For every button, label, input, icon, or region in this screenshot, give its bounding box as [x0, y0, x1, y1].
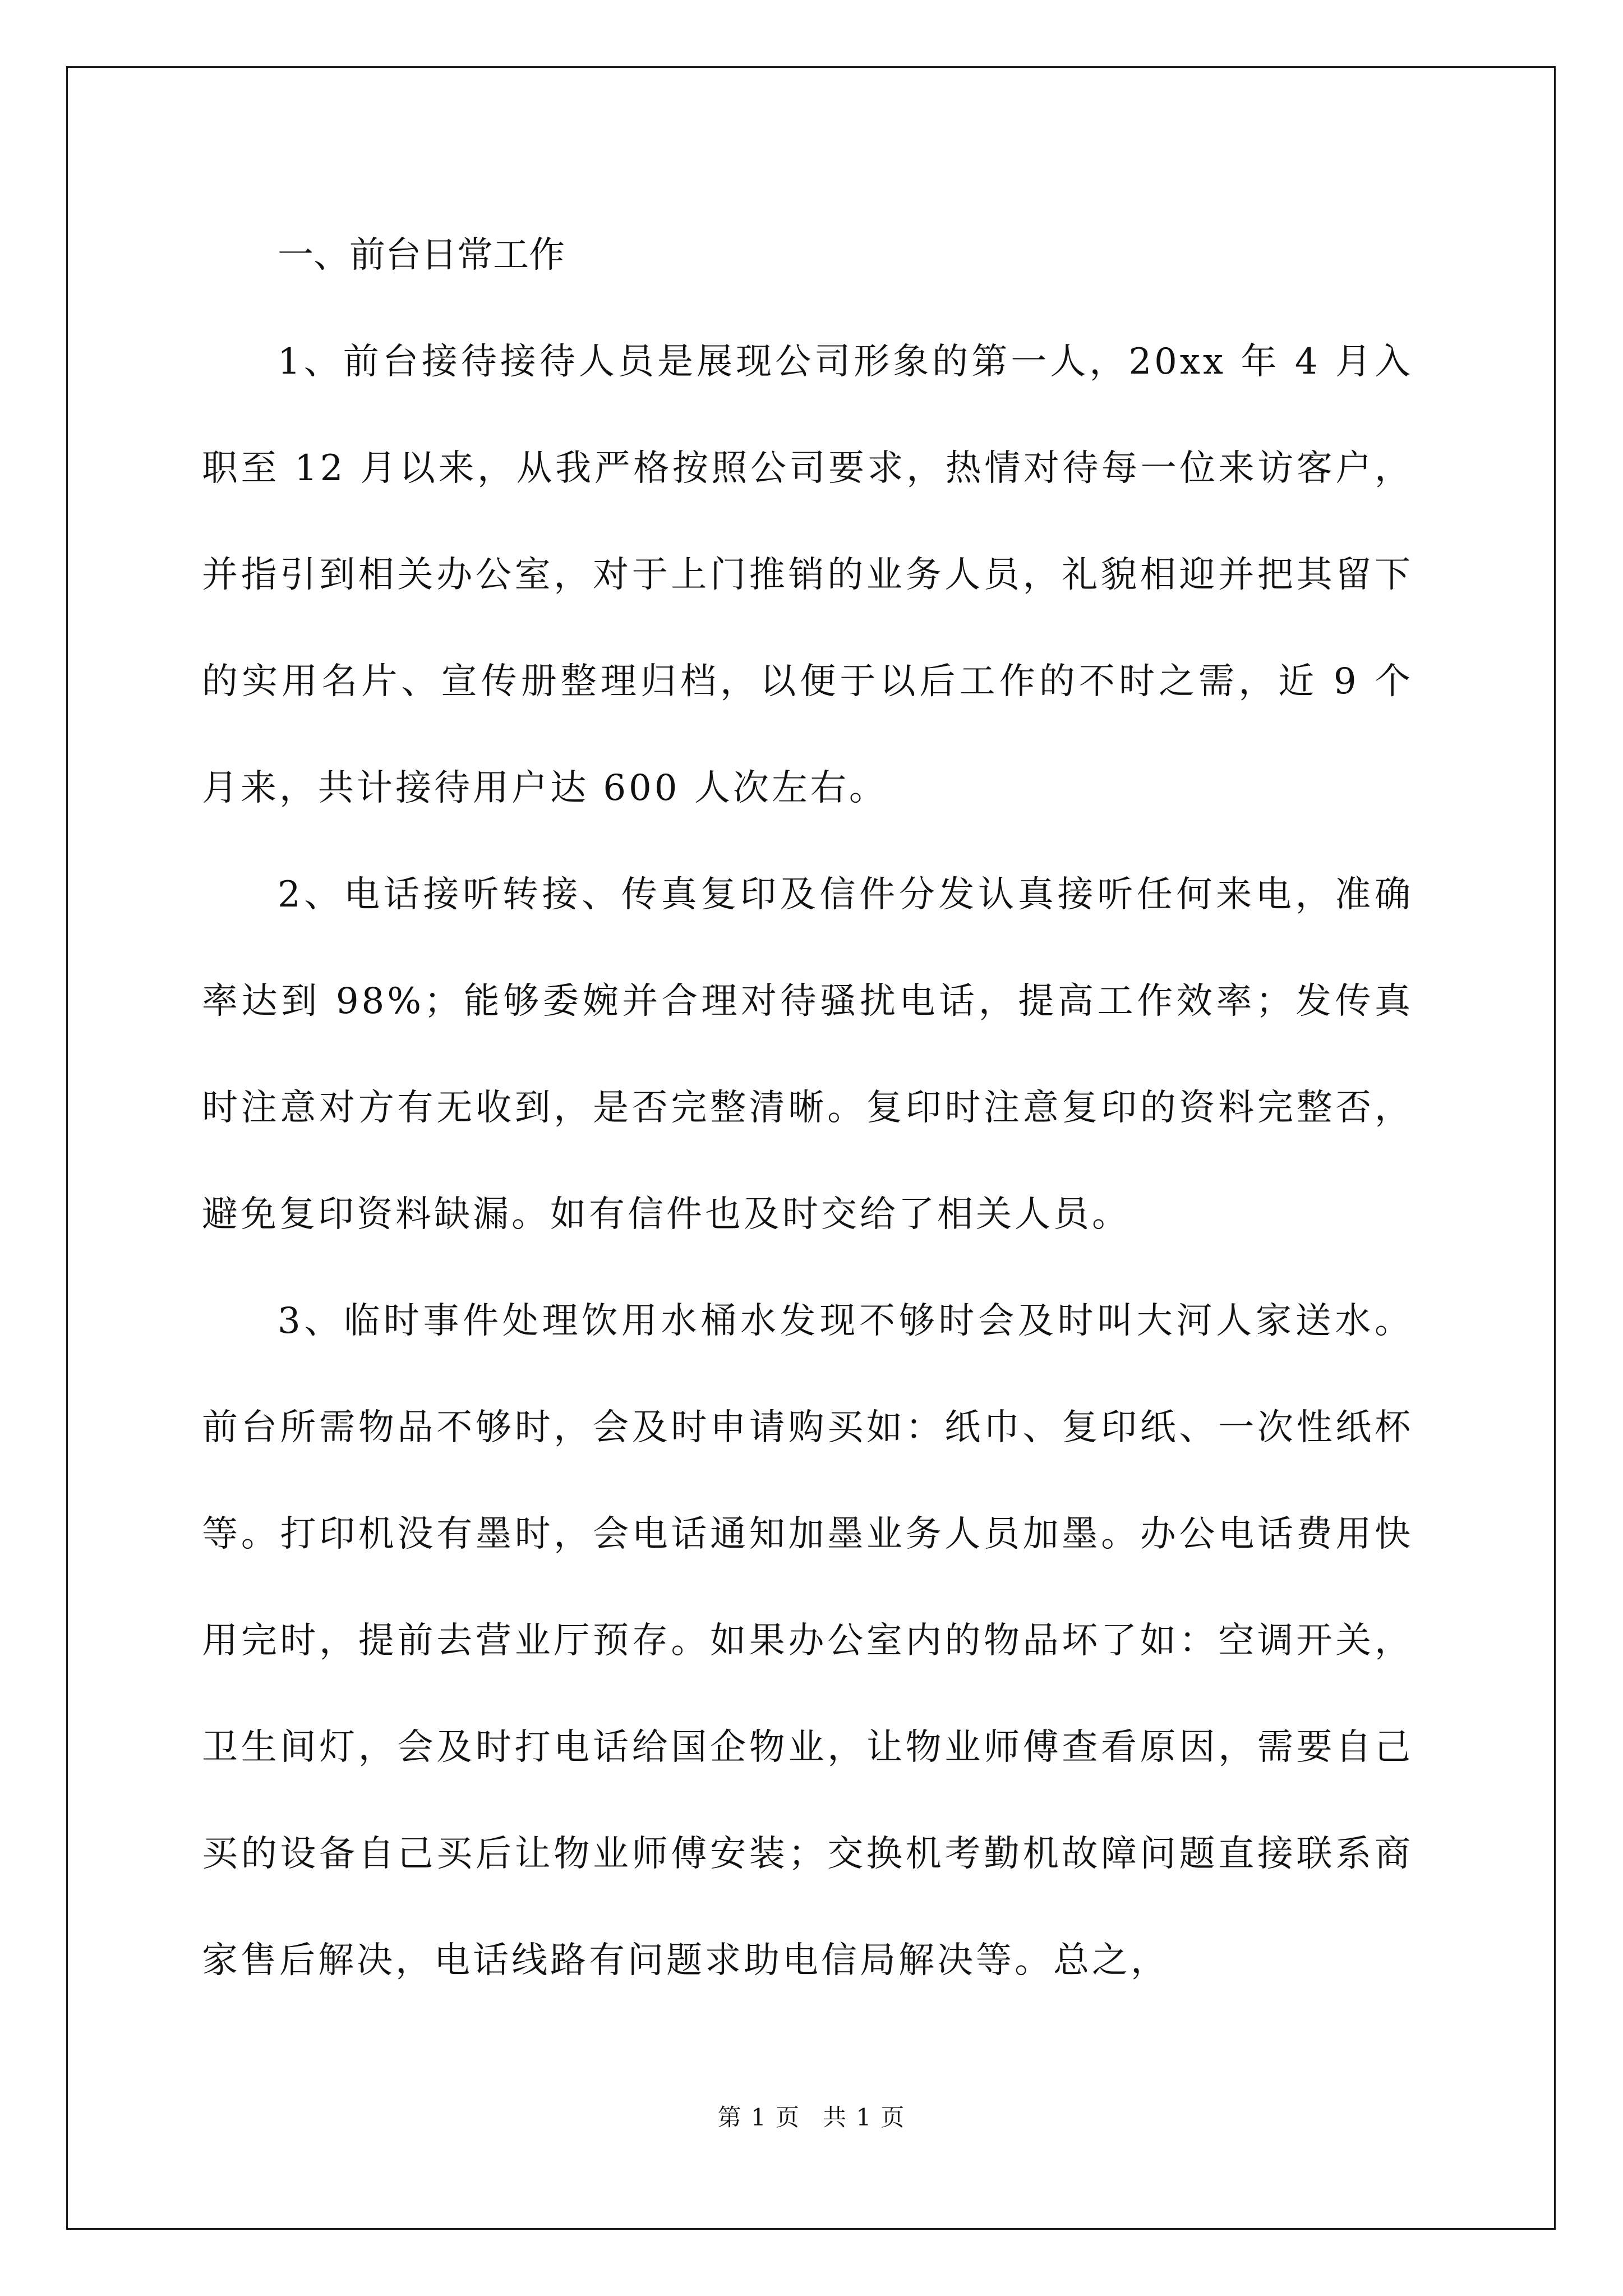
section-heading: 一、前台日常工作: [278, 234, 565, 276]
document-body: [202, 202, 1413, 2014]
paragraph-incidents: 3、临时事件处理饮用水桶水发现不够时会及时叫大河人家送水。前台所需物品不够时，会及时申请购买如：纸巾、复印纸、一次性纸杯等。打印机没有墨时，会电话通知加墨业务人员加墨。办公电话费用快用完时，提前去营业厅预存。如果办公室内的物品坏了如：空调开关，卫生间灯，会及时打电话给国企物业，让物业师傅查看原因，需要自己买的设备自己买后让物业师傅安装；交换机考勤机故障问题直接联系商家售后解决，电话线路有问题求助电信局解决等。总之，: [202, 1300, 1413, 1981]
page-total: 共 1 页: [823, 2104, 906, 2131]
paragraph-reception: 1、前台接待接待人员是展现公司形象的第一人，20xx 年 4 月入职至 12 月以来，从我严格按照公司要求，热情对待每一位来访客户，并指引到相关办公室，对于上门推销的业务人员，礼貌相迎并把其留下的实用名片、宣传册整理归档，以便于以后工作的不时之需，近 9 个月来，共计接待用户达 600 人次左右。: [202, 341, 1413, 809]
page-footer: [0, 2099, 1623, 2133]
page-number: 第 1 页: [717, 2104, 800, 2131]
paragraph-phone: 2、电话接听转接、传真复印及信件分发认真接听任何来电，准确率达到 98%；能够委婉并合理对待骚扰电话，提高工作效率；发传真时注意对方有无收到，是否完整清晰。复印时注意复印的资料完整否，避免复印资料缺漏。如有信件也及时交给了相关人员。: [202, 874, 1413, 1235]
